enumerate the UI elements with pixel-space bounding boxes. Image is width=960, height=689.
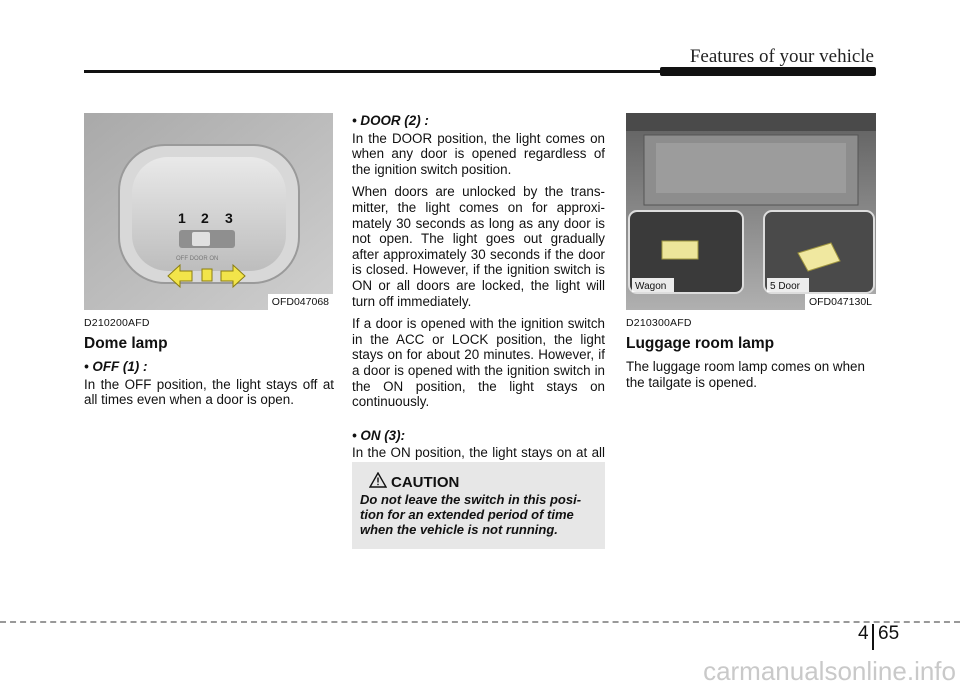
figure-number-3: 3 xyxy=(225,210,233,226)
door-description-3: If a door is opened with the ignition switch in the ACC or LOCK position, the light stays on for about 20 minutes. However, if a door is opened with the ignition switch in the ON position, the light stays on continuously. xyxy=(352,316,605,410)
left-column xyxy=(84,316,334,415)
luggage-lamp-figure-caption: OFD047130L xyxy=(805,294,876,310)
luggage-lamp-photo xyxy=(626,113,876,310)
section-code-right: D210300AFD xyxy=(626,317,692,329)
inset-label-5-door: 5 Door xyxy=(770,281,801,292)
luggage-room-illustration xyxy=(626,113,876,310)
off-label: • OFF (1) : xyxy=(84,359,148,375)
door-label: • DOOR (2) : xyxy=(352,113,429,128)
luggage-lamp-description: The luggage room lamp comes on when the tailgate is opened. xyxy=(626,359,865,390)
chapter-number: 4 xyxy=(858,623,869,644)
right-column xyxy=(626,316,876,397)
section-code: D210200AFD xyxy=(84,317,150,329)
caution-text: Do not leave the switch in this posi-tion for an extended period of time when the vehicle is not running. xyxy=(360,492,582,537)
warning-triangle-icon xyxy=(369,472,387,488)
on-description: In the ON position, the light stays on at all xyxy=(352,445,605,461)
dome-lamp-figure-caption: OFD047068 xyxy=(268,294,333,310)
svg-text:OFF DOOR ON: OFF DOOR ON xyxy=(176,256,219,262)
watermark: carmanualsonline.info xyxy=(703,656,956,686)
section-heading-right: Luggage room lamp xyxy=(626,334,775,352)
caution-title: CAUTION xyxy=(391,474,460,491)
footer-rule xyxy=(0,621,960,623)
section-heading: Dome lamp xyxy=(84,334,168,352)
middle-column xyxy=(352,113,605,483)
figure-number-1: 1 xyxy=(178,210,186,226)
inset-label-wagon: Wagon xyxy=(635,281,667,292)
on-label: • ON (3): xyxy=(352,427,406,443)
door-description-2: When doors are unlocked by the trans-mitter, the light comes on for approxi-mately 30 seconds as long as any door is not open. The light goes out gradually after approximately 30 seconds if the door is closed. However, if the ignition switch is ON or all doors are locked, the light will turn off immediately. xyxy=(352,184,605,309)
dome-lamp-illustration xyxy=(84,113,333,310)
page-number-divider xyxy=(872,624,874,650)
figure-number-2: 2 xyxy=(201,210,209,226)
page-header-title: Features of your vehicle xyxy=(689,46,874,67)
door-description-1: In the DOOR position, the light comes on when any door is opened regardless of the ignition switch position. xyxy=(352,130,605,177)
page-number: 65 xyxy=(878,623,900,644)
header-rule-accent xyxy=(660,67,876,76)
off-description: In the OFF position, the light stays off at all times even when a door is open. xyxy=(84,376,334,408)
dome-lamp-photo xyxy=(84,113,333,310)
center-marker-icon xyxy=(202,269,212,281)
caution-box xyxy=(352,462,605,549)
